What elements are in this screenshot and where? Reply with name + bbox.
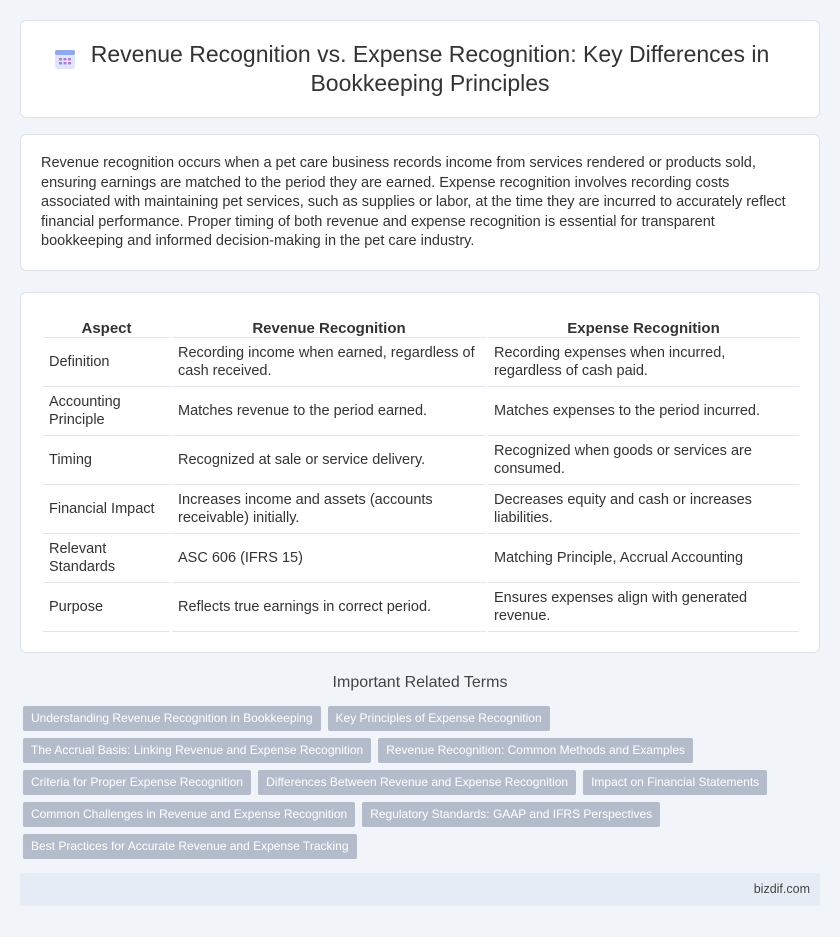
cell-revenue: Recording income when earned, regardless of cash received.	[171, 337, 487, 386]
cell-aspect: Timing	[43, 435, 171, 484]
header-card	[20, 20, 820, 118]
cell-aspect: Purpose	[43, 582, 171, 631]
header-expense: Expense Recognition	[487, 315, 799, 337]
related-term-link[interactable]: Differences Between Revenue and Expense Recognition	[258, 770, 576, 795]
cell-revenue: Reflects true earnings in correct period.	[171, 582, 487, 631]
table-row	[43, 435, 799, 484]
cell-expense: Decreases equity and cash or increases liabilities.	[487, 484, 799, 533]
footer-bar	[20, 873, 820, 906]
comparison-table	[43, 315, 799, 632]
table-header-row	[43, 315, 799, 337]
cell-expense: Ensures expenses align with generated revenue.	[487, 582, 799, 631]
related-term-link[interactable]: Common Challenges in Revenue and Expense Recognition	[23, 802, 355, 827]
cell-revenue: Increases income and assets (accounts receivable) initially.	[171, 484, 487, 533]
page-title: Revenue Recognition vs. Expense Recognition: Key Differences in Bookkeeping Principles	[90, 41, 770, 96]
related-term-link[interactable]: The Accrual Basis: Linking Revenue and Expense Recognition	[23, 738, 371, 763]
related-term-link[interactable]: Regulatory Standards: GAAP and IFRS Perspectives	[362, 802, 660, 827]
table-row	[43, 582, 799, 631]
cell-aspect: Financial Impact	[43, 484, 171, 533]
related-terms-list	[23, 706, 823, 866]
cell-aspect: Relevant Standards	[43, 533, 171, 582]
cell-expense: Matches expenses to the period incurred.	[487, 386, 799, 435]
cell-revenue: ASC 606 (IFRS 15)	[171, 533, 487, 582]
cell-expense: Recording expenses when incurred, regardless of cash paid.	[487, 337, 799, 386]
intro-card	[20, 134, 820, 271]
table-row	[43, 337, 799, 386]
header-aspect: Aspect	[43, 315, 171, 337]
cell-expense: Recognized when goods or services are consumed.	[487, 435, 799, 484]
comparison-table-card	[20, 292, 820, 653]
header-revenue: Revenue Recognition	[171, 315, 487, 337]
cell-revenue: Matches revenue to the period earned.	[171, 386, 487, 435]
related-term-link[interactable]: Best Practices for Accurate Revenue and Expense Tracking	[23, 834, 357, 859]
footer-brand-link[interactable]: bizdif.com	[753, 882, 810, 896]
cell-aspect: Accounting Principle	[43, 386, 171, 435]
cell-revenue: Recognized at sale or service delivery.	[171, 435, 487, 484]
cell-expense: Matching Principle, Accrual Accounting	[487, 533, 799, 582]
related-term-link[interactable]: Key Principles of Expense Recognition	[328, 706, 550, 731]
related-term-link[interactable]: Revenue Recognition: Common Methods and Examples	[378, 738, 693, 763]
cell-aspect: Definition	[43, 337, 171, 386]
related-term-link[interactable]: Understanding Revenue Recognition in Bookkeeping	[23, 706, 321, 731]
table-row	[43, 484, 799, 533]
related-term-link[interactable]: Impact on Financial Statements	[583, 770, 767, 795]
related-terms-title: Important Related Terms	[332, 674, 508, 691]
table-row	[43, 386, 799, 435]
intro-paragraph: Revenue recognition occurs when a pet care business records income from services rendered or products sold, ensuring earnings are matched to the period they are earned. Expense recognition involves recording costs associated with maintaining pet services, such as supplies or labor, at the time they are incurred to accurately reflect financial performance. Proper timing of both revenue and expense recognition is essential for transparent bookkeeping and informed decision-making in the pet care industry.	[41, 155, 786, 249]
related-term-link[interactable]: Criteria for Proper Expense Recognition	[23, 770, 251, 795]
table-row	[43, 533, 799, 582]
